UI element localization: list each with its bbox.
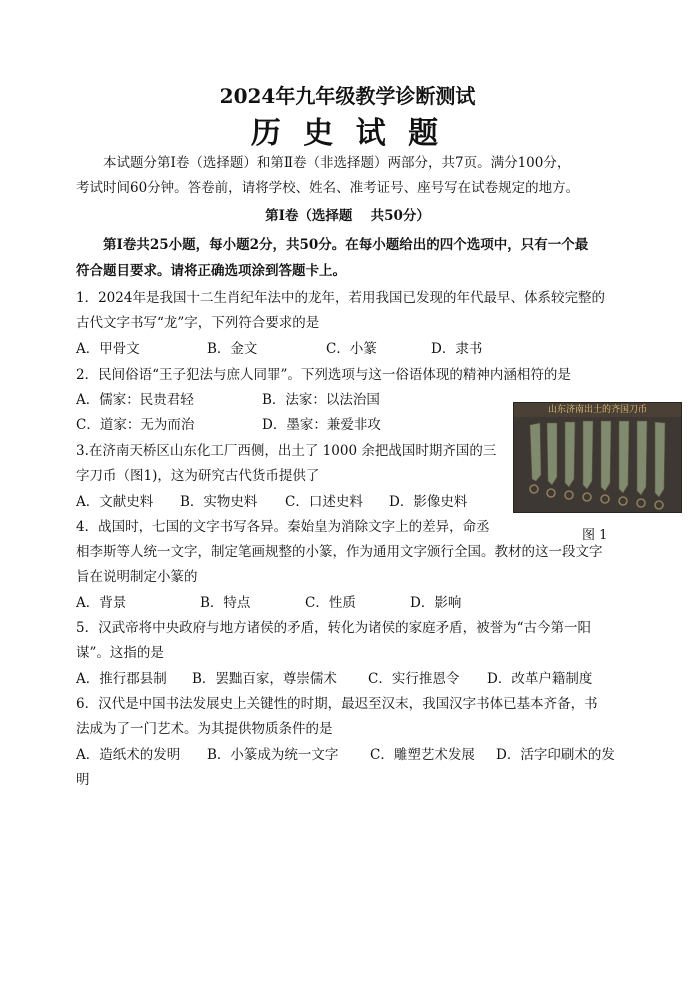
- option-d: D．影响: [410, 595, 462, 611]
- option-d-continued: 明: [76, 772, 90, 788]
- option-d: D．改革户籍制度: [487, 671, 593, 687]
- option-b: B．特点: [200, 595, 251, 611]
- question-text: 古代文字书写“龙”字，下列符合要求的是: [76, 315, 320, 331]
- option-d: D．活字印刷术的发: [496, 747, 615, 763]
- knife-coins-illustration: [514, 403, 681, 512]
- option-a: A．文献史料: [76, 494, 154, 510]
- option-d: D．墨家：兼爱非攻: [262, 417, 381, 433]
- question-text: 4．战国时，七国的文字书写各异。秦始皇为消除文字上的差异，命丞: [76, 519, 490, 535]
- option-b: B．实物史料: [180, 494, 258, 510]
- question-text: 2．民间俗语“王子犯法与庶人同罪”。下列选项与这一俗语体现的精神内涵相符的是: [76, 367, 571, 383]
- question-text: 5．汉武帝将中央政府与地方诸侯的矛盾，转化为诸侯的家庭矛盾，被誉为“古今第一阳: [76, 620, 591, 636]
- option-c: C．性质: [305, 595, 356, 611]
- intro-line-1: 本试题分第Ⅰ卷（选择题）和第Ⅱ卷（非选择题）两部分，共7页。满分100分，: [103, 155, 571, 171]
- option-b: B．法家：以法治国: [262, 392, 380, 408]
- option-a: A．背景: [76, 595, 127, 611]
- option-c: C．雕塑艺术发展: [370, 747, 475, 763]
- option-c: C．实行推恩令: [368, 671, 460, 687]
- coin-knife-photo: [513, 402, 682, 513]
- option-b: B．金文: [207, 341, 258, 357]
- intro-line-2: 考试时间60分钟。答卷前，请将学校、姓名、准考证号、座号写在试卷规定的地方。: [76, 180, 580, 196]
- question-text: 旨在说明制定小篆的: [76, 569, 198, 585]
- option-c: C．道家：无为而治: [76, 417, 195, 433]
- question-text: 相李斯等人统一文字，制定笔画规整的小篆，作为通用文字颁行全国。教材的这一段文字: [76, 544, 603, 560]
- figure-label: 图 1: [582, 528, 608, 543]
- option-a: A．儒家：民贵君轻: [76, 392, 194, 408]
- option-a: A．甲骨文: [76, 341, 140, 357]
- photo-banner: 山东济南出土的齐国刀币: [514, 403, 681, 417]
- section-instruction-2: 符合题目要求。请将正确选项涂到答题卡上。: [76, 263, 346, 279]
- section-instruction-1: 第Ⅰ卷共25小题，每小题2分，共50分。在每小题给出的四个选项中，只有一个最: [103, 237, 589, 253]
- option-a: A．造纸术的发明: [76, 747, 181, 763]
- option-c: C．口述史料: [285, 494, 363, 510]
- subject-title: 历 史 试 题: [250, 116, 445, 151]
- question-text: 1．2024年是我国十二生肖纪年法中的龙年，若用我国已发现的年代最早、体系较完整的: [76, 290, 605, 306]
- question-text: 3.在济南天桥区山东化工厂西侧，出土了 1000 余把战国时期齐国的三: [76, 443, 497, 459]
- option-d: D．影像史料: [389, 494, 468, 510]
- section-heading: 第Ⅰ卷（选择题 共50分）: [265, 208, 430, 224]
- option-b: B．罢黜百家，尊崇儒术: [192, 671, 337, 687]
- option-d: D．隶书: [431, 341, 483, 357]
- option-c: C．小篆: [326, 341, 377, 357]
- exam-title: 2024年九年级教学诊断测试: [219, 84, 476, 108]
- question-text: 字刀币（图1)，这为研究古代货币提供了: [76, 468, 320, 484]
- option-b: B．小篆成为统一文字: [207, 747, 339, 763]
- question-text: 法成为了一门艺术。为其提供物质条件的是: [76, 721, 333, 737]
- option-a: A．推行郡县制: [76, 671, 167, 687]
- question-text: 6．汉代是中国书法发展史上关键性的时期，最迟至汉末，我国汉字书体已基本齐备，书: [76, 696, 598, 712]
- question-text: 谋”。这指的是: [76, 645, 164, 661]
